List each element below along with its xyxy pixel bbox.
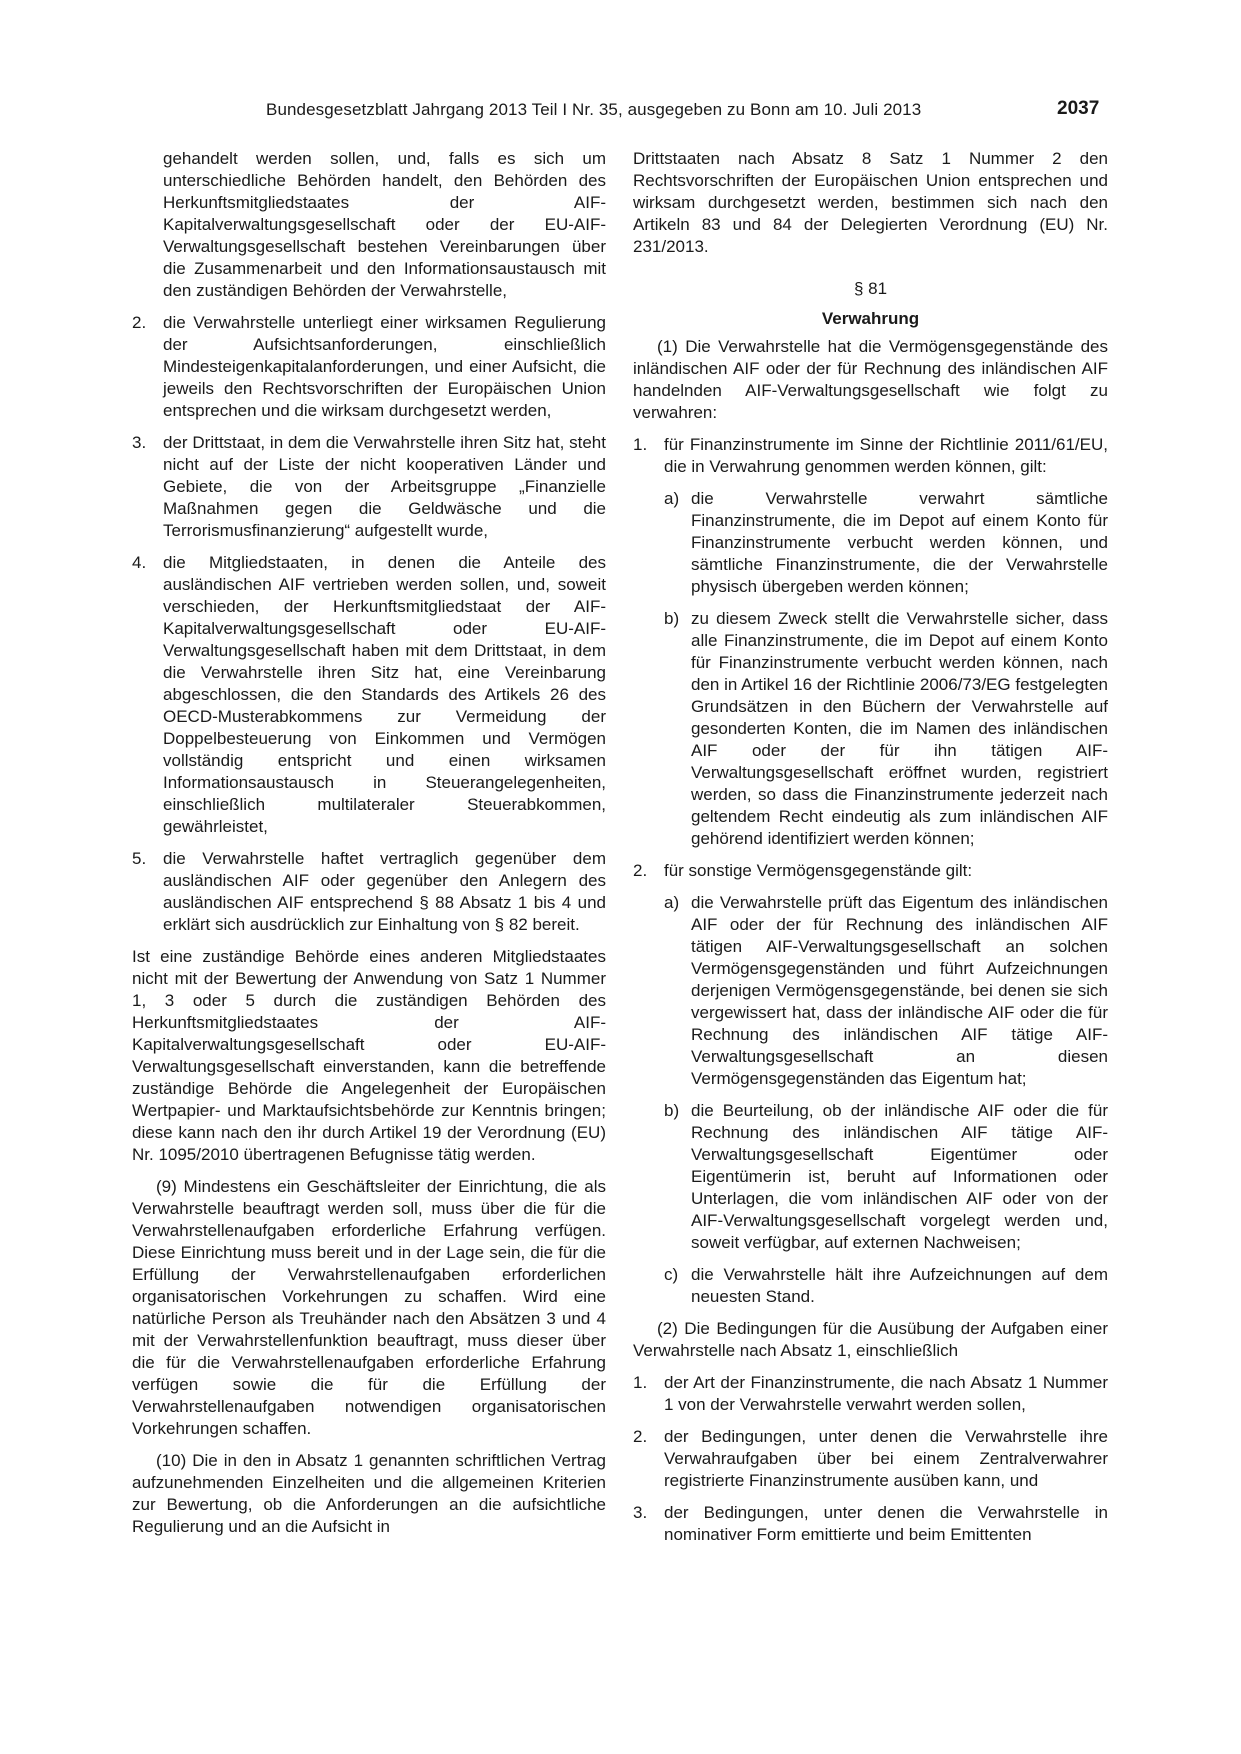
sub-item-letter: c) — [664, 1265, 679, 1284]
sub-item-letter: a) — [664, 893, 680, 912]
paragraph-10: (10) Die in den in Absatz 1 genannten schriftlichen Vertrag aufzunehmenden Einzelheiten und die allgemeinen Kriterien zur Bewertung, ob die Anforderungen an die aufsichtliche Regulierung und an die Aufsicht in — [132, 1451, 606, 1536]
list-item-number: 1. — [633, 435, 648, 454]
page-number: 2037 — [1057, 98, 1100, 119]
section-title: Verwahrung — [821, 309, 920, 328]
list-item — [132, 312, 606, 422]
list-item-text: der Bedingungen, unter denen die Verwahrstelle in nominativer Form emittierte und beim Emittenten — [664, 1503, 1108, 1544]
sub-item-text: die Verwahrstelle verwahrt sämtliche Finanzinstrumente, die im Depot auf einem Konto für Finanzinstrumente verbucht werden können, und sämtliche Finanzinstrumente, die der Verwahrstelle physisch übergeben werden können; — [691, 489, 1108, 596]
continued-paragraph: gehandelt werden sollen, und, falls es sich um unterschiedliche Behörden handelt, den Behörden des Herkunftsmitgliedstaates der AIF-Kapitalverwaltungsgesellschaft oder der EU-AIF-Verwaltungsgesellschaft bestehen Vereinbarungen über die Zusammenarbeit und den Informationsaustausch mit den zuständigen Behörden der Verwahrstelle, — [163, 149, 606, 300]
list-item-text: für Finanzinstrumente im Sinne der Richtlinie 2011/61/EU, die in Verwahrung genommen werden können, gilt: — [664, 435, 1108, 476]
sub-item-letter: a) — [664, 489, 680, 508]
continued-paragraph: Drittstaaten nach Absatz 8 Satz 1 Nummer 2 den Rechtsvorschriften der Europäischen Union entsprechen und wirksam durchgesetzt werden, bestimmen sich nach den Artikeln 83 und 84 der Delegierten Verordnung (EU) Nr. 231/2013. — [633, 149, 1108, 256]
sub-item — [664, 488, 1108, 598]
section-number: § 81 — [853, 279, 888, 298]
left-column — [132, 148, 606, 1548]
sub-item-text: die Verwahrstelle prüft das Eigentum des inländischen AIF oder der für Rechnung des inländischen AIF tätigen AIF-Verwaltungsgesellschaft an solchen Vermögensgegenständen und führt Aufzeichnungen derjenigen Vermögensgegenstände, bei denen sie sich vergewissert hat, dass der inländische AIF oder die für Rechnung des inländischen AIF tätige AIF-Verwaltungsgesellschaft an diesen Vermögensgegenständen das Eigentum hat; — [691, 893, 1108, 1088]
list-item-number: 2. — [633, 861, 648, 880]
list-item — [633, 434, 1108, 478]
list-item — [633, 1502, 1108, 1546]
sub-item-letter: b) — [664, 1101, 680, 1120]
list-item — [132, 552, 606, 838]
list-item-number: 4. — [132, 553, 147, 572]
paragraph-9: (9) Mindestens ein Geschäftsleiter der Einrichtung, die als Verwahrstelle beauftragt werden soll, muss über die für die Verwahrstellenaufgaben erforderliche Erfahrung verfügen. Diese Einrichtung muss bereit und in der Lage sein, die für die Erfüllung der Verwahrstellenaufgaben erforderlichen organisatorischen Vorkehrungen zu schaffen. Wird eine natürliche Person als Treuhänder nach den Absätzen 3 und 4 mit der Verwahrstellenfunktion beauftragt, muss dieser über die für die Verwahrstellenaufgaben erforderliche Erfahrung verfügen sowie die für die Erfüllung der Verwahrstellenaufgaben notwendigen organisatorischen Vorkehrungen schaffen. — [132, 1177, 606, 1438]
paragraph-2: (2) Die Bedingungen für die Ausübung der Aufgaben einer Verwahrstelle nach Absatz 1, einschließlich — [633, 1319, 1108, 1360]
list-item-number: 3. — [633, 1503, 648, 1522]
sub-item — [664, 1264, 1108, 1308]
sub-item — [664, 892, 1108, 1090]
right-column — [633, 148, 1108, 1556]
running-header: Bundesgesetzblatt Jahrgang 2013 Teil I Nr. 35, ausgegeben zu Bonn am 10. Juli 2013 — [266, 100, 922, 119]
list-item-number: 2. — [132, 313, 147, 332]
sub-item — [664, 608, 1108, 850]
list-item-text: für sonstige Vermögensgegenstände gilt: — [664, 861, 973, 880]
list-item-text: die Mitgliedstaaten, in denen die Anteile des ausländischen AIF vertrieben werden sollen, und, soweit verschieden, der Herkunftsmitgliedstaat der AIF-Kapitalverwaltungsgesellschaft oder EU-AIF-Verwaltungsgesellschaft haben mit dem Drittstaat, in dem die Verwahrstelle ihren Sitz hat, eine Vereinbarung abgeschlossen, die den Standards des Artikels 26 des OECD-Musterabkommens zur Vermeidung der Doppelbesteuerung von Einkommen und Vermögen vollständig entspricht und einen wirksamen Informationsaustausch in Steuerangelegenheiten, einschließlich multilateraler Steuerabkommen, gewährleistet, — [163, 553, 606, 836]
sub-item-text: die Verwahrstelle hält ihre Aufzeichnungen auf dem neuesten Stand. — [691, 1265, 1108, 1306]
paragraph-1: (1) Die Verwahrstelle hat die Vermögensgegenstände des inländischen AIF oder der für Rechnung des inländischen AIF handelnden AIF-Verwaltungsgesellschaft wie folgt zu verwahren: — [633, 337, 1108, 422]
list-item — [132, 848, 606, 936]
list-item — [633, 1372, 1108, 1416]
sub-item-text: die Beurteilung, ob der inländische AIF oder die für Rechnung des inländischen AIF tätige AIF-Verwaltungsgesellschaft Eigentümer oder Eigentümerin ist, beruht auf Informationen oder Unterlagen, die vom inländischen AIF oder von der AIF-Verwaltungsgesellschaft vorgelegt werden und, soweit verfügbar, auf externen Nachweisen; — [691, 1101, 1108, 1252]
sub-item-text: zu diesem Zweck stellt die Verwahrstelle sicher, dass alle Finanzinstrumente, die im Depot auf einem Konto für Finanzinstrumente verbucht werden können, nach den in Artikel 16 der Richtlinie 2006/73/EG festgelegten Grundsätzen in den Büchern der Verwahrstelle auf gesonderten Konten, die im Namen des inländischen AIF oder der für ihn tätigen AIF-Verwaltungsgesellschaft eröffnet wurden, registriert werden, so dass die Finanzinstrumente jederzeit nach geltendem Recht eindeutig als zum inländischen AIF gehörend identifiziert werden können; — [691, 609, 1108, 848]
list-item-text: der Drittstaat, in dem die Verwahrstelle ihren Sitz hat, steht nicht auf der Liste der nicht kooperativen Länder und Gebiete, die von der Arbeitsgruppe „Finanzielle Maßnahmen gegen die Geldwäsche und die Terrorismusfinanzierung“ aufgestellt wurde, — [163, 433, 606, 540]
list-item-text: der Art der Finanzinstrumente, die nach Absatz 1 Nummer 1 von der Verwahrstelle verwahrt werden sollen, — [664, 1373, 1108, 1414]
paragraph: Ist eine zuständige Behörde eines anderen Mitgliedstaates nicht mit der Bewertung der Anwendung von Satz 1 Nummer 1, 3 oder 5 durch die zuständigen Behörden des Herkunftsmitgliedstaates der AIF-Kapitalverwaltungsgesellschaft oder EU-AIF-Verwaltungsgesellschaft einverstanden, kann die betreffende zuständige Behörde die Angelegenheit der Europäischen Wertpapier- und Marktaufsichtsbehörde zur Kenntnis bringen; diese kann nach den ihr durch Artikel 19 der Verordnung (EU) Nr. 1095/2010 übertragenen Befugnisse tätig werden. — [132, 947, 606, 1164]
list-item-number: 2. — [633, 1427, 648, 1446]
list-item — [633, 860, 1108, 882]
list-item-text: die Verwahrstelle unterliegt einer wirksamen Regulierung der Aufsichtsanforderungen, einschließlich Mindesteigenkapitalanforderungen, und einer Aufsicht, die jeweils den Rechtsvorschriften der Europäischen Union entsprechen und die wirksam durchgesetzt werden, — [163, 313, 606, 420]
list-item — [633, 1426, 1108, 1492]
sub-item-letter: b) — [664, 609, 680, 628]
list-item-text: die Verwahrstelle haftet vertraglich gegenüber dem ausländischen AIF oder gegenüber den Anlegern des ausländischen AIF entsprechend § 88 Absatz 1 bis 4 und erklärt sich ausdrücklich zur Einhaltung von § 82 bereit. — [163, 849, 606, 934]
list-item-text: der Bedingungen, unter denen die Verwahrstelle ihre Verwahraufgaben über bei einem Zentralverwahrer registrierte Finanzinstrumente ausüben kann, und — [664, 1427, 1108, 1490]
list-item-number: 1. — [633, 1373, 648, 1392]
list-item — [132, 432, 606, 542]
sub-item — [664, 1100, 1108, 1254]
list-item-number: 3. — [132, 433, 147, 452]
list-item-number: 5. — [132, 849, 147, 868]
